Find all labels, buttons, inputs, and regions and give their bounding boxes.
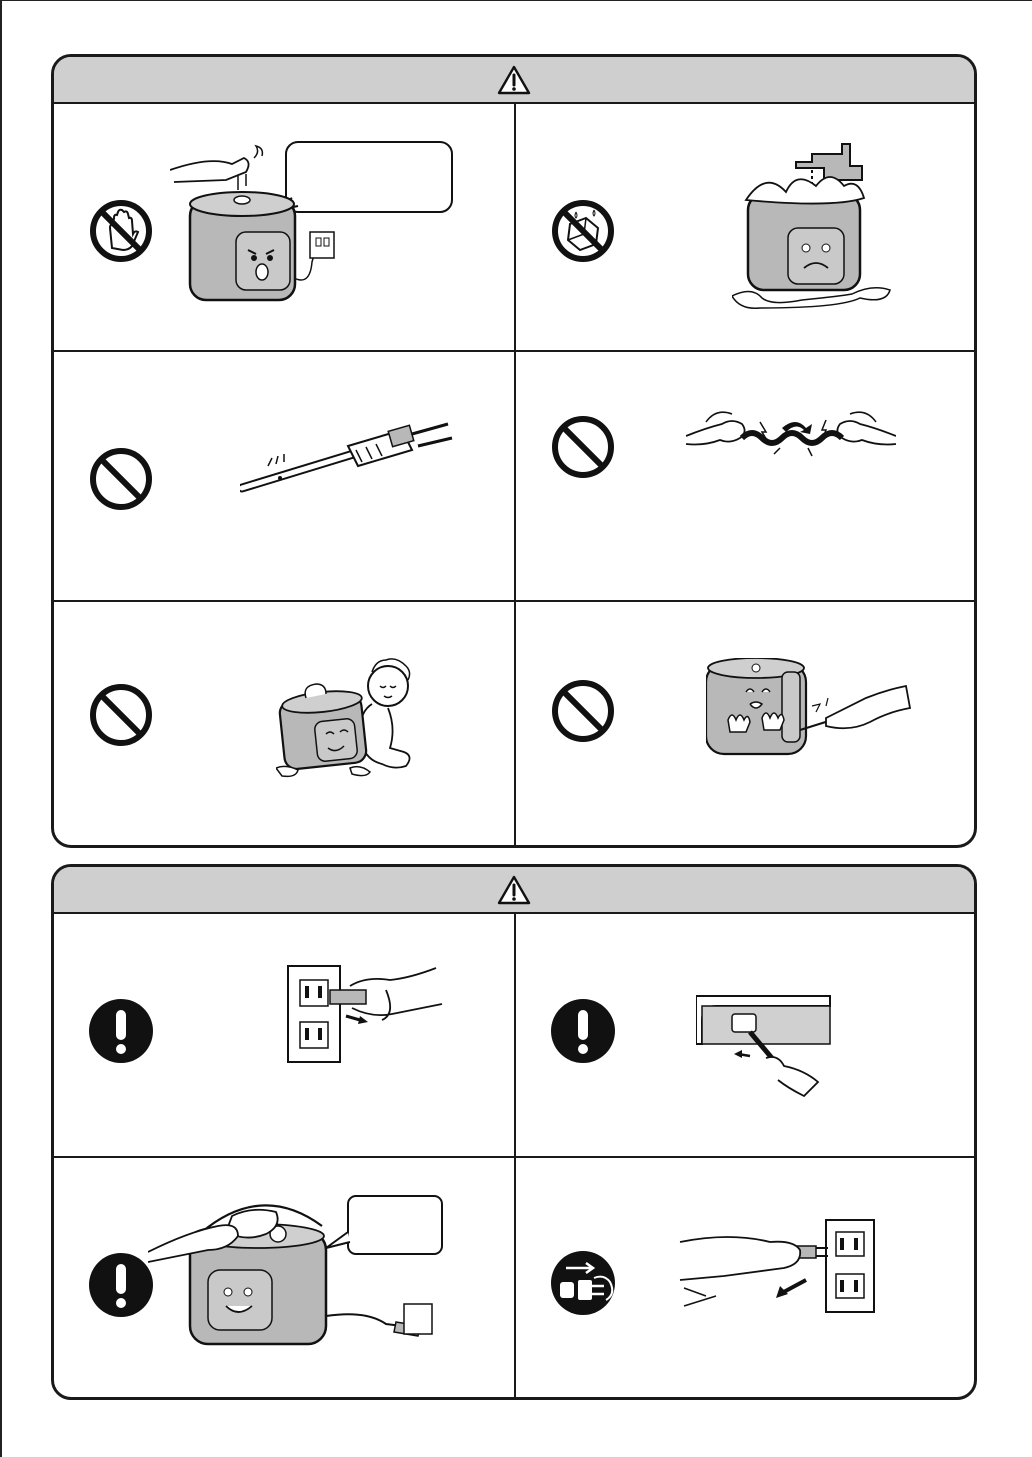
- page-edge-top: [0, 0, 1032, 1]
- cleaning-plug-slot-illustration: [696, 994, 836, 1099]
- hands-twisting-cord-illustration: [686, 402, 896, 472]
- plug-into-outlet-illustration: [286, 964, 446, 1064]
- warning-cell-water: [516, 104, 974, 352]
- prohibited-icon: [550, 414, 616, 480]
- warning-panel-header: [54, 57, 974, 104]
- warning-cell-damaged-cord: [54, 352, 516, 602]
- warning-cell-steam-vent: [54, 104, 516, 352]
- cooker-under-faucet-illustration: [732, 140, 892, 310]
- warning-triangle-icon: [497, 874, 531, 906]
- caution-panel-header: [54, 867, 974, 914]
- warning-triangle-icon: [497, 64, 531, 96]
- wiping-cooker-lid-illustration: [148, 1192, 448, 1352]
- hand-pulling-plug-illustration: [676, 1218, 886, 1318]
- mandatory-action-icon: [88, 998, 154, 1064]
- damaged-power-cord-illustration: [240, 412, 460, 502]
- prohibited-icon: [88, 682, 154, 748]
- warning-cell-child: [54, 602, 516, 848]
- prohibited-icon: [550, 678, 616, 744]
- no-water-icon: [550, 198, 616, 264]
- caution-panel: [51, 864, 977, 1400]
- warning-cell-twisted-cord: [516, 352, 974, 602]
- no-touch-icon: [88, 198, 154, 264]
- caution-cell-unplug: [516, 1158, 974, 1400]
- hand-over-steam-vent-illustration: [170, 138, 460, 308]
- page-edge-left: [0, 0, 2, 1457]
- warning-panel: [51, 54, 977, 848]
- mandatory-action-icon: [88, 1252, 154, 1318]
- caution-cell-slot: [516, 914, 974, 1158]
- unplug-icon: [550, 1250, 616, 1316]
- child-with-cooker-illustration: [276, 656, 416, 781]
- prohibited-icon: [88, 446, 154, 512]
- mandatory-action-icon: [550, 998, 616, 1064]
- caution-cell-plug: [54, 914, 516, 1158]
- pin-into-cooker-illustration: [706, 658, 916, 758]
- warning-cell-pin: [516, 602, 974, 848]
- caution-cell-wipe: [54, 1158, 516, 1400]
